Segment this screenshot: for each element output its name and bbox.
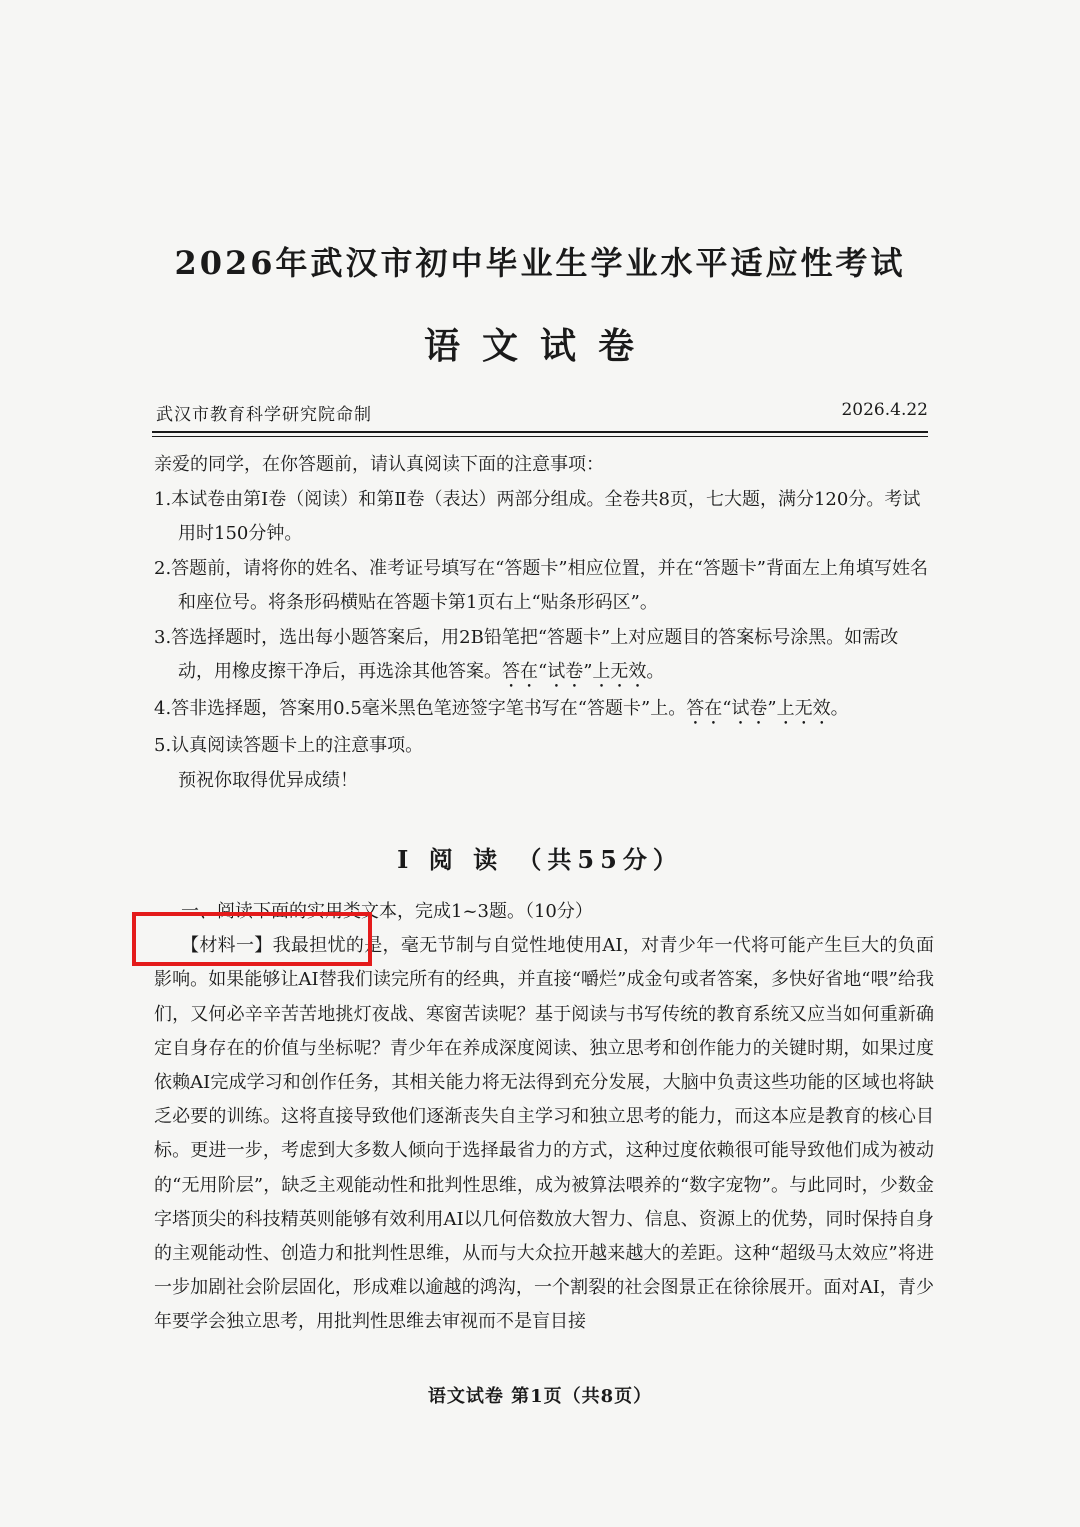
header-divider-thin [152,436,928,437]
exam-subject-title: 语文试卷 [423,325,656,367]
notice-item-4 [154,692,932,729]
page-footer: 语文试卷 第1页（共8页） [427,1386,653,1407]
notice-item-5: 5.认真阅读答题卡上的注意事项。 [154,735,424,756]
notice-item-2: 2.答题前，请将你的姓名、准考证号填写在“答题卡”相应位置，并在“答题卡”背面左上角填写姓名和座位号。将条形码横贴在答题卡第1页右上“贴条形码区”。 [154,557,928,613]
notice-item-4-emphasis: 答在“试卷”上无效。 [686,698,849,719]
reading-passage: 【材料一】我最担忧的是，毫无节制与自觉性地使用AI，对青少年一代将可能产生巨大的负面影响。如果能够让AI替我们读完所有的经典，并直接“嚼烂”成金句或者答案，多快好省地“喂”给我们，又何必辛辛苦苦地挑灯夜战、寒窗苦读呢？基于阅读与书写传统的教育系统又应当如何重新确定自身存在的价值与坐标呢？青少年在养成深度阅读、独立思考和创作能力的关键时期，如果过度依赖AI完成学习和创作任务，其相关能力将无法得到充分发展，大脑中负责这些功能的区域也将缺乏必要的训练。这将直接导致他们逐渐丧失自主学习和独立思考的能力，而这本应是教育的核心目标。更进一步，考虑到大多数人倾向于选择最省力的方式，这种过度依赖很可能导致他们成为被动的“无用阶层”，缺乏主观能动性和批判性思维，成为被算法喂养的“数字宠物”。与此同时，少数金字塔顶尖的科技精英则能够有效利用AI以几何倍数放大智力、信息、资源上的优势，同时保持自身的主观能动性、创造力和批判性思维，从而与大众拉开越来越大的差距。这种“超级马太效应”将进一步加剧社会阶层固化，形成难以逾越的鸿沟，一个割裂的社会图景正在徐徐展开。面对AI，青少年要学会独立思考，用批判性思维去审视而不是盲目接 [154,935,934,1333]
header-divider-thick [152,431,928,433]
section-heading: Ⅰ 阅 读 （共55分） [397,845,683,874]
notice-item-4-text: 4.答非选择题，答案用0.5毫米黑色笔迹签字笔书写在“答题卡”上。 [154,698,687,719]
reading-instruction: 一、阅读下面的实用类文本，完成1~3题。（10分） [181,901,593,922]
exam-title: 2026年武汉市初中毕业生学业水平适应性考试 [174,244,906,282]
notice-block [154,448,932,798]
notice-item-3-emphasis: 答在“试卷”上无效。 [502,661,665,682]
notice-intro: 亲爱的同学，在你答题前，请认真阅读下面的注意事项： [154,454,604,475]
exam-date: 2026.4.22 [841,400,928,420]
highlight-annotation-box [132,912,372,966]
publisher-line: 武汉市教育科学研究院命制 [156,405,372,425]
notice-wish: 预祝你取得优异成绩！ [178,769,358,791]
notice-item-3 [154,621,932,693]
notice-item-3-text: 3.答选择题时，选出每小题答案后，用2B铅笔把“答题卡”上对应题目的答案标号涂黑。如需改动，用橡皮擦干净后，再选涂其他答案。 [154,626,899,682]
notice-item-1: 1.本试卷由第Ⅰ卷（阅读）和第Ⅱ卷（表达）两部分组成。全卷共8页，七大题，满分120分。考试用时150分钟。 [154,488,921,544]
